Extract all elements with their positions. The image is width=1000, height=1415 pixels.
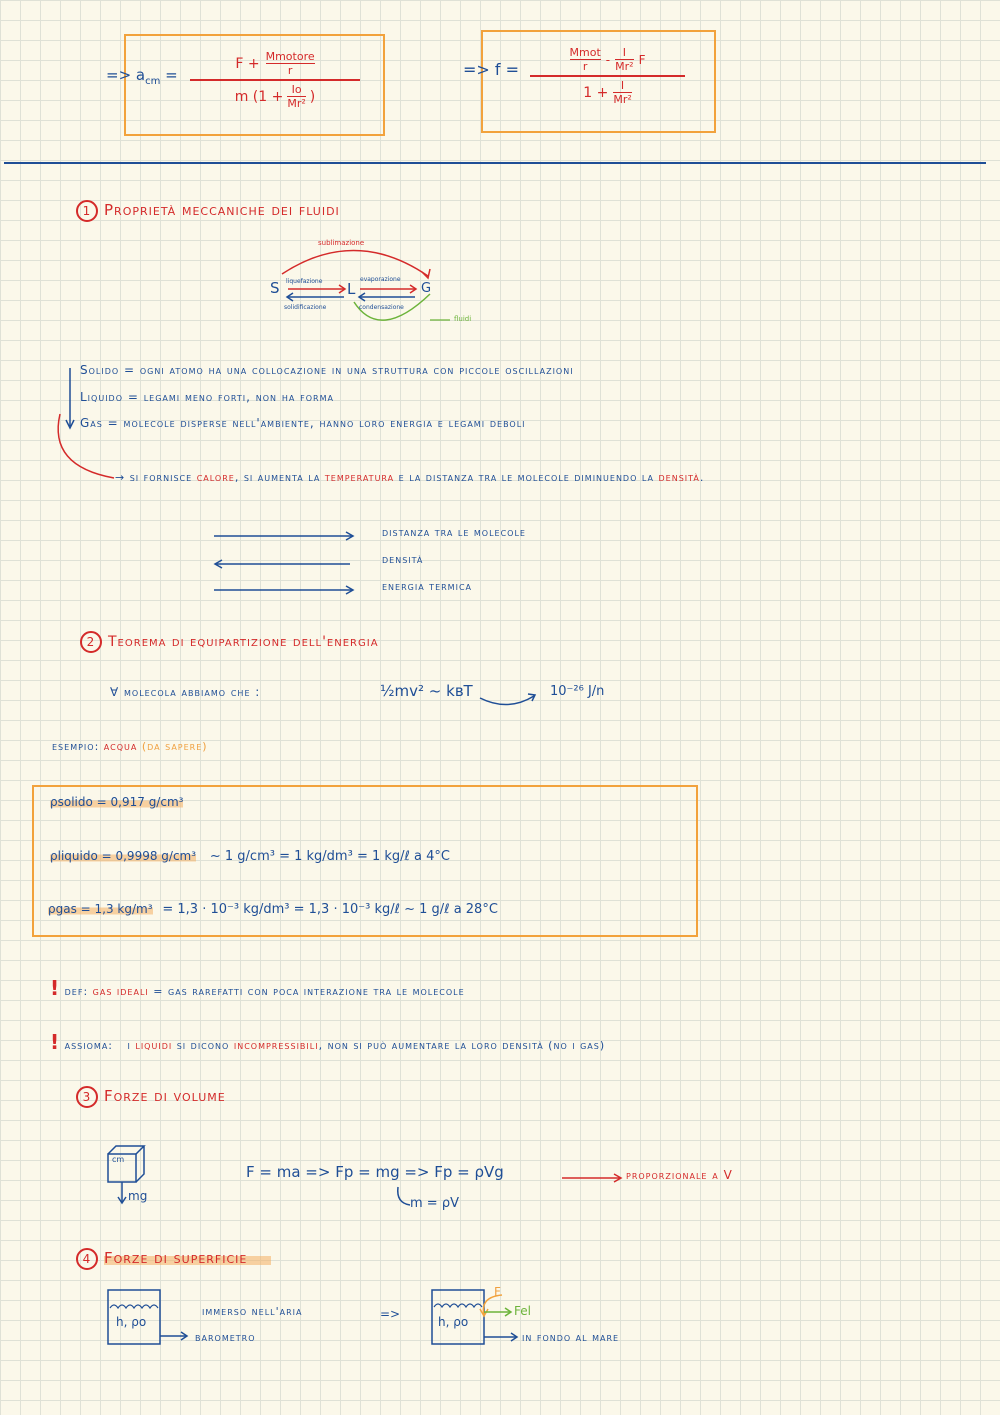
state-l: L: [347, 280, 356, 298]
example-label: esempio:: [52, 740, 100, 753]
density-liquid-label: ρliquido = 0,9998 g/cm³: [50, 849, 197, 863]
arrow-label-energy: energia termica: [382, 580, 473, 593]
f-den-bottom: Mr²: [613, 93, 632, 106]
immersed-air-label: immerso nell'aria: [202, 1305, 303, 1318]
formula-acm-prefix: [106, 68, 178, 87]
definition-text: = gas rarefatti con poca interazione tra le molecole: [153, 985, 465, 998]
density-row-gas: [48, 903, 498, 916]
force-fel-label: Fel: [514, 1304, 531, 1318]
arrow-label-density: densità: [382, 553, 424, 566]
condensation-label: condensazione: [359, 304, 404, 311]
axiom-term-liquids: liquidi: [135, 1039, 173, 1052]
section4-number: 4: [76, 1248, 98, 1270]
arrow-label-distance: distanza tra le molecole: [382, 526, 526, 539]
liquefaction-label: liquefazione: [286, 278, 323, 285]
container-sea-label: h, ρo: [438, 1315, 469, 1329]
cube-label: cm: [112, 1155, 125, 1164]
formula-arrow: [478, 688, 548, 712]
f-num-a-top: Mmot: [569, 46, 601, 59]
section3-number: 3: [76, 1086, 98, 1108]
f-num-b-bottom: Mr²: [615, 60, 634, 73]
section3-heading: [76, 1086, 226, 1108]
axiom-text-a: i: [127, 1039, 131, 1052]
axiom-text-b: si dicono: [176, 1039, 230, 1052]
acm-den-frac-bottom: Mr²: [287, 97, 306, 110]
example-note: (da sapere): [141, 740, 208, 753]
section-divider: [4, 162, 986, 164]
acm-prefix-text: => a: [106, 66, 146, 84]
temperature-word: temperatura: [324, 471, 395, 484]
formula-f-fraction: [530, 44, 685, 108]
state-gas-row: Gas = molecole disperse nell'ambiente, hanno loro energia e legami deboli: [80, 416, 526, 430]
equipartition-formula: ½mv² ~ kʙT: [380, 682, 473, 700]
trend-arrows: [210, 525, 370, 605]
state-solid-name: Solido: [80, 363, 120, 377]
axiom-line: [50, 1032, 605, 1052]
formula-acm-fraction: [190, 48, 360, 112]
mass-substitution: m = ρV: [410, 1196, 459, 1211]
acm-subscript: cm: [145, 76, 161, 87]
section1-title: Proprietà meccaniche dei fluidi: [104, 201, 340, 219]
section1-heading: [76, 200, 340, 222]
acm-numerator: F +: [235, 55, 260, 72]
section2-heading: [80, 631, 379, 653]
substitution-hook: [394, 1185, 424, 1215]
acm-denominator: m (1 +: [234, 88, 284, 105]
acm-num-frac-top: Mmotore: [265, 50, 315, 63]
axiom-text-c: , non si può aumentare la loro densità (no i gas): [318, 1039, 606, 1052]
container-air-label: h, ρo: [116, 1315, 147, 1329]
section1-number: 1: [76, 200, 98, 222]
heat-tail: e la distanza tra le molecole diminuendo la: [398, 471, 654, 484]
section4-heading: [76, 1248, 271, 1270]
sea-bottom-label: in fondo al mare: [522, 1331, 620, 1344]
f-num-minus: -: [605, 52, 611, 67]
axiom-mark: !: [50, 1030, 61, 1054]
f-num-b-top: I: [622, 46, 626, 59]
state-solid-row: Solido = ogni atomo ha una collocazione in una struttura con piccole oscillazioni: [80, 363, 574, 377]
state-liquid-name: Liquido: [80, 390, 124, 404]
acm-den-close: ): [309, 88, 316, 105]
density-row-liquid: [50, 850, 450, 863]
formula-f-prefix: => f =: [463, 60, 520, 79]
section2-number: 2: [80, 631, 102, 653]
acm-equals: =: [165, 66, 178, 84]
f-num-a-bottom: r: [582, 60, 588, 73]
force-f-label: F: [494, 1285, 501, 1299]
heat-word: calore: [196, 471, 235, 484]
density-gas-rest: = 1,3 · 10⁻³ kg/dm³ = 1,3 · 10⁻³ kg/ℓ ~ 1 g/ℓ a 28°C: [162, 902, 498, 917]
solidification-label: solidificazione: [284, 304, 327, 311]
state-g: G: [421, 281, 432, 296]
definition-mark: !: [50, 976, 61, 1000]
proportional-arrow: [560, 1170, 630, 1186]
example-line: [52, 741, 208, 752]
state-gas-name: Gas: [80, 416, 103, 430]
weight-label: mg: [128, 1189, 148, 1203]
density-row-solid: [50, 796, 183, 808]
state-gas-desc: molecole disperse nell'ambiente, hanno loro energia e legami deboli: [123, 416, 526, 430]
implies-arrow: =>: [380, 1307, 401, 1321]
evaporation-label: evaporazione: [360, 276, 401, 283]
state-liquid-row: Liquido = legami meno forti, non ha forma: [80, 390, 334, 404]
state-s: S: [270, 279, 280, 297]
proportional-label: proporzionale a V: [626, 1168, 733, 1182]
fluids-label: fluidi: [454, 315, 472, 323]
section3-title: Forze di volume: [104, 1087, 226, 1105]
density-liquid-rest: ~ 1 g/cm³ = 1 kg/dm³ = 1 kg/ℓ a 4°C: [209, 849, 450, 864]
acm-num-frac-bottom: r: [287, 64, 293, 77]
heat-end: .: [699, 471, 705, 484]
section4-title: Forze di superficie: [104, 1249, 271, 1267]
density-gas-label: ρgas = 1,3 kg/m³: [48, 902, 153, 916]
volume-force-formula: F = ma => Fp = mg => Fp = ρVg: [246, 1163, 504, 1181]
state-liquid-desc: legami meno forti, non ha forma: [143, 390, 334, 404]
axiom-term-incompressible: incompressibili: [233, 1039, 319, 1052]
equipartition-statement: ∀ molecola abbiamo che :: [110, 685, 261, 699]
section2-title: Teorema di equipartizione dell'energia: [108, 634, 379, 650]
f-num-b-tail: F: [638, 52, 646, 67]
axiom-label: assioma:: [64, 1039, 113, 1052]
barometer-label: barometro: [195, 1331, 256, 1344]
heat-mid: , si aumenta la: [234, 471, 321, 484]
density-word: densità: [658, 471, 700, 484]
example-water: acqua: [103, 740, 138, 753]
heat-sentence: → si fornisce calore, si aumenta la temperatura e la distanza tra le molecole diminuendo la densità.: [115, 471, 705, 484]
definition-term: gas ideali: [92, 985, 149, 998]
definition-line: [50, 978, 465, 998]
equipartition-value: 10⁻²⁶ J/n: [550, 684, 605, 699]
heat-prefix: si fornisce: [129, 471, 193, 484]
state-solid-desc: ogni atomo ha una collocazione in una struttura con piccole oscillazioni: [139, 363, 574, 377]
acm-den-frac-top: Io: [291, 83, 302, 96]
f-den-lead: 1 +: [583, 84, 609, 101]
f-den-top: I: [620, 79, 625, 92]
density-solid-label: ρsolido = 0,917 g/cm³: [50, 795, 184, 809]
sublimation-label: sublimazione: [318, 239, 365, 247]
definition-label: def:: [64, 985, 89, 998]
